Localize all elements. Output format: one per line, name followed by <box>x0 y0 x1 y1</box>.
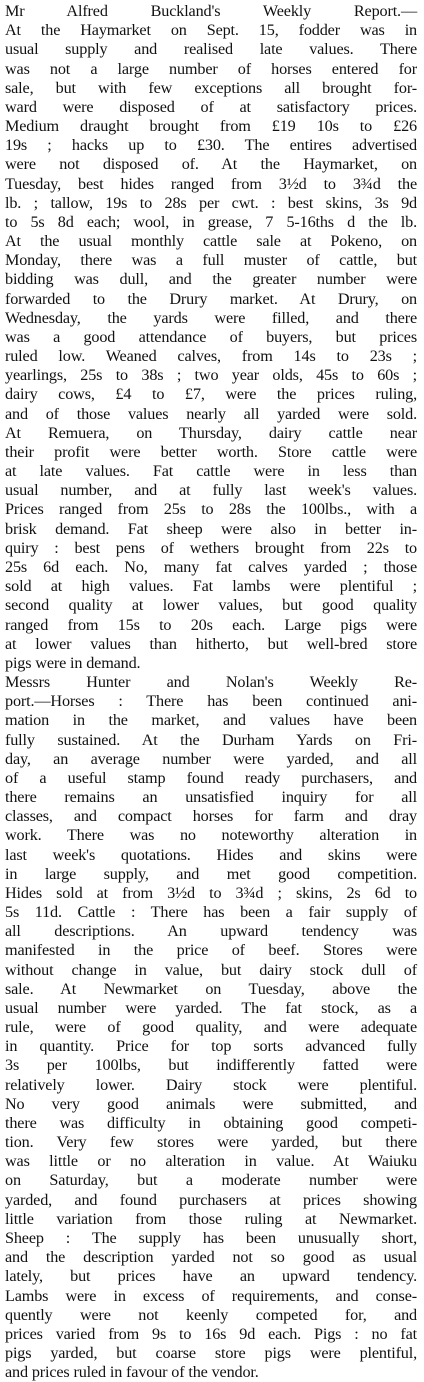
text-line: fully sustained. At the Durham Yards on Fri- <box>5 730 417 749</box>
text-line: manifested in the price of beef. Stores were <box>5 941 417 960</box>
text-line: 25s 6d each. No, many fat calves yarded ; those <box>5 557 417 576</box>
text-line: was little or no alteration in value. At Waiuku <box>5 1152 417 1171</box>
text-line: Lambs were in excess of requirements, and conse- <box>5 1286 417 1305</box>
text-line: was a good attendance of buyers, but prices <box>5 327 417 346</box>
text-line: mation in the market, and values have been <box>5 711 417 730</box>
text-line: yearlings, 25s to 38s ; two year olds, 45s to 60s ; <box>5 366 417 385</box>
text-line: Medium draught brought from £19 10s to £26 <box>5 117 417 136</box>
text-line: there was difficulty in obtaining good competi- <box>5 1113 417 1132</box>
text-line: ranged from 15s to 20s each. Large pigs were <box>5 615 417 634</box>
text-line: Hides sold at from 3½d to 3¾d ; skins, 2s 6d to <box>5 883 417 902</box>
text-line: Tuesday, best hides ranged from 3½d to 3¾d the <box>5 174 417 193</box>
text-line: ruled low. Weaned calves, from 14s to 23s ; <box>5 347 417 366</box>
text-line: were not disposed of. At the Haymarket, on <box>5 155 417 174</box>
text-line: pigs yarded, but coarse store pigs were plentiful, <box>5 1344 417 1363</box>
text-line: to 5s 8d each; wool, in grease, 7 5-16ths d the lb. <box>5 212 417 231</box>
text-line: at lower values than hitherto, but well-bred store <box>5 634 417 653</box>
text-line: Mr Alfred Buckland's Weekly Report.— <box>5 2 417 20</box>
text-line: Wednesday, the yards were filled, and there <box>5 308 417 327</box>
text-line: sale, but with few exceptions all brought for- <box>5 78 417 97</box>
text-line: yarded, and found purchasers at prices showing <box>5 1190 417 1209</box>
text-line: pigs were in demand. <box>5 653 141 672</box>
text-line: day, an average number were yarded, and all <box>5 749 417 768</box>
text-line: sold at high values. Fat lambs were plentiful ; <box>5 577 417 596</box>
text-line: 19s ; hacks up to £30. The entires advertised <box>5 136 417 155</box>
text-line: prices varied from 9s to 16s 9d each. Pigs : no fat <box>5 1324 417 1343</box>
text-line: there remains an unsatisfied inquiry for all <box>5 788 417 807</box>
text-line: 5s 11d. Cattle : There has been a fair supply of <box>5 903 417 922</box>
text-line: port.—Horses : There has been continued ani- <box>5 692 417 711</box>
text-line: without change in value, but dairy stock dull of <box>5 960 417 979</box>
text-line: Monday, there was a full muster of cattle, but <box>5 251 417 270</box>
text-line: Messrs Hunter and Nolan's Weekly Re- <box>5 673 417 692</box>
text-line: ward were disposed of at satisfactory prices. <box>5 97 417 116</box>
text-line: quently were not keenly competed for, and <box>5 1305 417 1324</box>
text-line: relatively lower. Dairy stock were plentiful. <box>5 1075 417 1094</box>
text-line: little variation from those ruling at Newmarket. <box>5 1209 417 1228</box>
text-line: in quantity. Price for top sorts advanced fully <box>5 1037 417 1056</box>
text-line: Sheep : The supply has been unusually short, <box>5 1229 417 1247</box>
text-line: forwarded to the Drury market. At Drury, on <box>5 289 417 308</box>
text-line: brisk demand. Fat sheep were also in better in- <box>5 519 417 538</box>
text-line: At the usual monthly cattle sale at Pokeno, on <box>5 232 417 251</box>
text-line: all descriptions. An upward tendency was <box>5 922 417 941</box>
text-line: in large supply, and met good competition. <box>5 864 417 883</box>
text-line: sale. At Newmarket on Tuesday, above the <box>5 979 417 998</box>
text-line: No very good animals were submitted, and <box>5 1094 417 1113</box>
text-line: and the description yarded not so good as usual <box>5 1248 417 1267</box>
text-line: quiry : best pens of wethers brought from 22s to <box>5 538 417 557</box>
text-line: Prices ranged from 25s to 28s the 100lbs., with a <box>5 500 417 519</box>
text-line: usual supply and realised late values. There <box>5 40 417 59</box>
text-line: usual number were yarded. The fat stock, as a <box>5 998 417 1017</box>
text-line: lately, but prices have an upward tendency. <box>5 1267 417 1286</box>
text-line: last week's quotations. Hides and skins were <box>5 845 417 864</box>
newspaper-column <box>5 2 417 1382</box>
text-line: and of those values nearly all yarded were sold. <box>5 404 417 423</box>
text-line: at late values. Fat cattle were in less than <box>5 462 417 481</box>
text-line: tion. Very few stores were yarded, but there <box>5 1133 417 1152</box>
text-line: their profit were better worth. Store cattle were <box>5 442 417 461</box>
text-line: and prices ruled in favour of the vendor. <box>5 1363 259 1382</box>
text-line: dairy cows, £4 to £7, were the prices ruling, <box>5 385 417 404</box>
text-line: At the Haymarket on Sept. 15, fodder was in <box>5 21 417 40</box>
text-line: work. There was no noteworthy alteration in <box>5 826 417 845</box>
buckland-weekly-report-paragraph <box>5 2 417 673</box>
text-line: was not a large number of horses entered for <box>5 59 417 78</box>
text-line: classes, and compact horses for farm and dray <box>5 807 417 826</box>
text-line: second quality at lower values, but good quality <box>5 596 417 615</box>
text-line: rule, were of good quality, and were adequate <box>5 1018 417 1037</box>
text-line: 3s per 100lbs, but indifferently fatted were <box>5 1056 417 1075</box>
text-line: on Saturday, but a moderate number were <box>5 1171 417 1190</box>
text-line: lb. ; tallow, 19s to 28s per cwt. : best skins, 3s 9d <box>5 193 417 212</box>
text-line: bidding was dull, and the greater number were <box>5 270 417 289</box>
text-line: of a useful stamp found ready purchasers, and <box>5 768 417 787</box>
hunter-nolan-weekly-report-paragraph <box>5 673 417 1382</box>
text-line: usual number, and at fully last week's values. <box>5 481 417 500</box>
text-line: At Remuera, on Thursday, dairy cattle near <box>5 423 417 442</box>
